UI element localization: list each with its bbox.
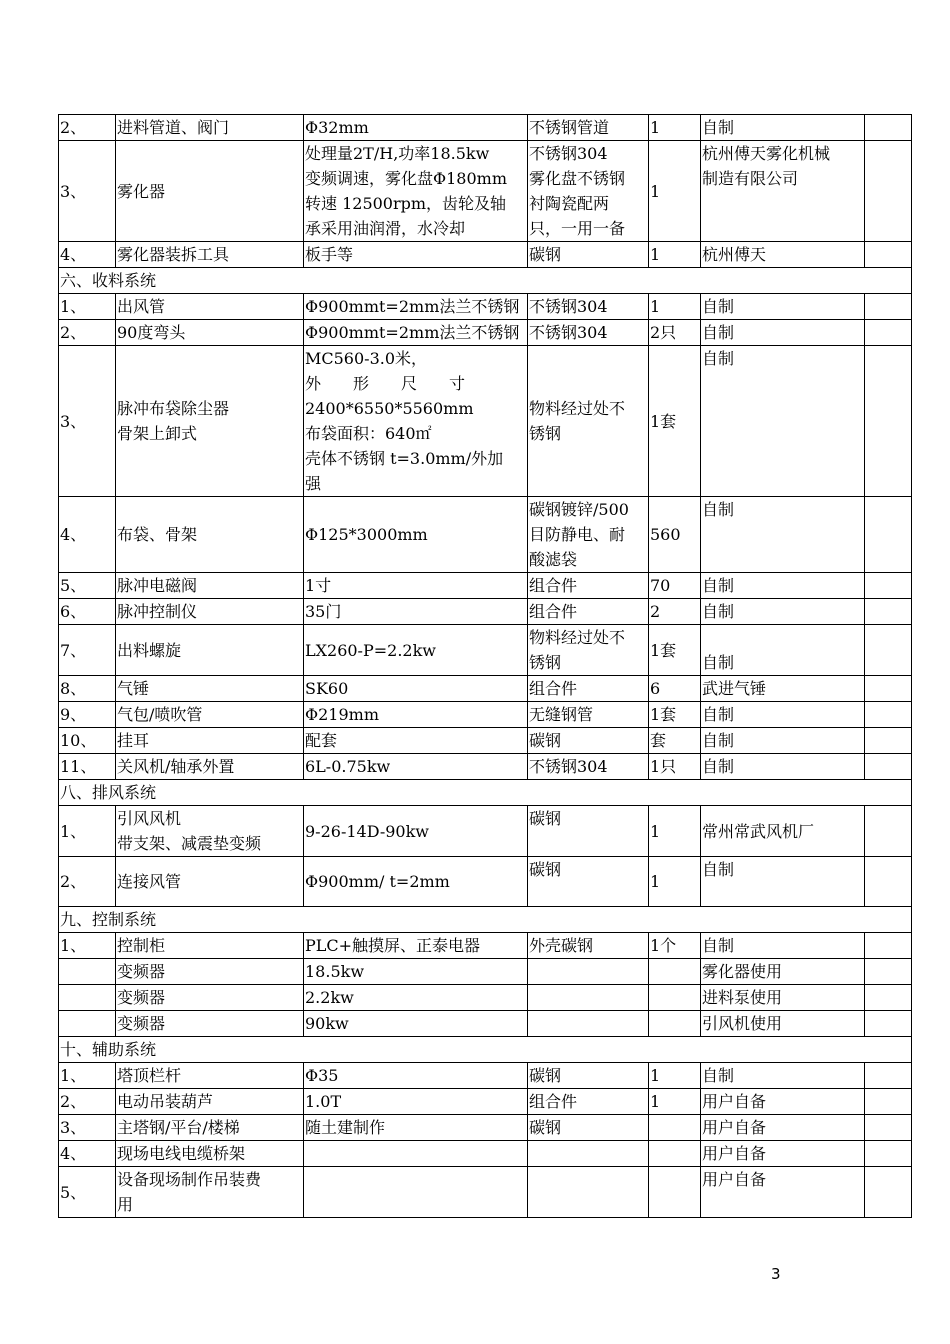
item-quantity: 1 — [649, 115, 701, 141]
table-row — [59, 1011, 912, 1037]
item-manufacturer: 自制 — [701, 320, 865, 346]
table-row — [59, 115, 912, 141]
item-remark — [865, 497, 912, 573]
item-quantity: 1 — [649, 141, 701, 242]
item-name: 塔顶栏杆 — [116, 1063, 304, 1089]
item-number — [59, 985, 116, 1011]
table-row — [59, 985, 912, 1011]
item-material: 不锈钢304 — [528, 294, 649, 320]
item-name: 雾化器 — [116, 141, 304, 242]
item-spec: Φ900mm/ t=2mm — [304, 857, 528, 907]
item-remark — [865, 1089, 912, 1115]
item-spec: PLC+触摸屏、正泰电器 — [304, 933, 528, 959]
item-remark — [865, 115, 912, 141]
item-name: 进料管道、阀门 — [116, 115, 304, 141]
item-number — [59, 959, 116, 985]
table-row — [59, 497, 912, 573]
item-spec: Φ219mm — [304, 702, 528, 728]
item-manufacturer: 自制 — [701, 573, 865, 599]
item-spec: 配套 — [304, 728, 528, 754]
table-row — [59, 1141, 912, 1167]
item-number: 5、 — [59, 1167, 116, 1218]
item-name: 挂耳 — [116, 728, 304, 754]
table-row — [59, 702, 912, 728]
item-quantity: 套 — [649, 728, 701, 754]
item-quantity — [649, 1115, 701, 1141]
item-material: 物料经过处不 锈钢 — [528, 625, 649, 676]
item-manufacturer: 自制 — [701, 933, 865, 959]
item-name: 出料螺旋 — [116, 625, 304, 676]
item-spec: Φ125*3000mm — [304, 497, 528, 573]
item-material: 组合件 — [528, 676, 649, 702]
item-number: 7、 — [59, 625, 116, 676]
item-manufacturer: 用户自备 — [701, 1141, 865, 1167]
item-spec: 随土建制作 — [304, 1115, 528, 1141]
table-row — [59, 959, 912, 985]
item-quantity: 2 — [649, 599, 701, 625]
item-spec: 6L-0.75kw — [304, 754, 528, 780]
item-material: 物料经过处不 锈钢 — [528, 346, 649, 497]
item-quantity: 1 — [649, 1063, 701, 1089]
item-number: 3、 — [59, 141, 116, 242]
equipment-spec-table — [58, 114, 912, 1218]
item-spec: LX260-P=2.2kw — [304, 625, 528, 676]
item-name: 变频器 — [116, 985, 304, 1011]
item-remark — [865, 1141, 912, 1167]
item-spec: MC560-3.0米， 外 形 尺 寸 2400*6550*5560mm 布袋面积：640㎡ 壳体不锈钢 t=3.0mm/外加 强 — [304, 346, 528, 497]
item-manufacturer: 雾化器使用 — [701, 959, 865, 985]
item-name: 引风风机 带支架、减震垫变频 — [116, 806, 304, 857]
section-header-row — [59, 907, 912, 933]
item-spec — [304, 1167, 528, 1218]
table-row — [59, 573, 912, 599]
item-name: 气锤 — [116, 676, 304, 702]
table-row — [59, 625, 912, 676]
item-spec: Φ32mm — [304, 115, 528, 141]
item-remark — [865, 346, 912, 497]
item-remark — [865, 728, 912, 754]
item-manufacturer: 自制 — [701, 115, 865, 141]
item-spec: 90kw — [304, 1011, 528, 1037]
item-spec: SK60 — [304, 676, 528, 702]
item-remark — [865, 857, 912, 907]
item-material: 组合件 — [528, 1089, 649, 1115]
table-row — [59, 806, 912, 857]
table-row — [59, 728, 912, 754]
item-name: 脉冲控制仪 — [116, 599, 304, 625]
item-manufacturer: 武进气锤 — [701, 676, 865, 702]
item-number: 1、 — [59, 933, 116, 959]
item-remark — [865, 959, 912, 985]
item-quantity: 1套 — [649, 346, 701, 497]
item-quantity — [649, 985, 701, 1011]
item-manufacturer: 自制 — [701, 1063, 865, 1089]
item-material — [528, 1011, 649, 1037]
table-row — [59, 1063, 912, 1089]
item-manufacturer: 自制 — [701, 754, 865, 780]
item-spec: 1.0T — [304, 1089, 528, 1115]
item-spec: Φ35 — [304, 1063, 528, 1089]
table-row — [59, 346, 912, 497]
item-name: 变频器 — [116, 959, 304, 985]
item-remark — [865, 242, 912, 268]
item-name: 连接风管 — [116, 857, 304, 907]
item-material: 外壳碳钢 — [528, 933, 649, 959]
item-remark — [865, 599, 912, 625]
table-row — [59, 933, 912, 959]
item-name: 脉冲电磁阀 — [116, 573, 304, 599]
item-quantity: 1套 — [649, 702, 701, 728]
item-remark — [865, 985, 912, 1011]
item-manufacturer: 自制 — [701, 599, 865, 625]
section-title: 八、排风系统 — [59, 780, 912, 806]
item-quantity: 70 — [649, 573, 701, 599]
item-material: 不锈钢304 — [528, 754, 649, 780]
item-material — [528, 1167, 649, 1218]
item-material: 碳钢 — [528, 857, 649, 907]
item-quantity: 1 — [649, 857, 701, 907]
item-quantity: 1只 — [649, 754, 701, 780]
item-spec: 1寸 — [304, 573, 528, 599]
item-manufacturer: 用户自备 — [701, 1089, 865, 1115]
item-quantity: 1个 — [649, 933, 701, 959]
item-number: 2、 — [59, 1089, 116, 1115]
table-row — [59, 599, 912, 625]
item-material: 碳钢 — [528, 1063, 649, 1089]
item-material: 无缝钢管 — [528, 702, 649, 728]
item-remark — [865, 806, 912, 857]
item-remark — [865, 573, 912, 599]
item-manufacturer: 引风机使用 — [701, 1011, 865, 1037]
item-material: 不锈钢304 — [528, 320, 649, 346]
item-quantity — [649, 1011, 701, 1037]
item-manufacturer: 自制 — [701, 625, 865, 676]
item-material: 组合件 — [528, 573, 649, 599]
item-material: 碳钢 — [528, 1115, 649, 1141]
table-row — [59, 1115, 912, 1141]
table-row — [59, 857, 912, 907]
section-header-row — [59, 268, 912, 294]
item-material: 不锈钢304 雾化盘不锈钢 衬陶瓷配两 只，一用一备 — [528, 141, 649, 242]
item-spec: Φ900mmt=2mm法兰不锈钢 — [304, 294, 528, 320]
item-name: 现场电线电缆桥架 — [116, 1141, 304, 1167]
item-remark — [865, 676, 912, 702]
item-quantity: 1套 — [649, 625, 701, 676]
item-name: 布袋、骨架 — [116, 497, 304, 573]
item-remark — [865, 320, 912, 346]
item-quantity: 1 — [649, 806, 701, 857]
section-header-row — [59, 780, 912, 806]
item-name: 控制柜 — [116, 933, 304, 959]
item-spec: Φ900mmt=2mm法兰不锈钢 — [304, 320, 528, 346]
item-manufacturer: 自制 — [701, 702, 865, 728]
item-manufacturer: 用户自备 — [701, 1115, 865, 1141]
item-number: 8、 — [59, 676, 116, 702]
item-quantity: 1 — [649, 1089, 701, 1115]
item-remark — [865, 625, 912, 676]
item-number: 11、 — [59, 754, 116, 780]
item-spec: 35门 — [304, 599, 528, 625]
item-number — [59, 1011, 116, 1037]
item-manufacturer: 自制 — [701, 346, 865, 497]
item-remark — [865, 1063, 912, 1089]
item-remark — [865, 933, 912, 959]
item-spec: 处理量2T/H,功率18.5kw 变频调速，雾化盘Φ180mm 转速 12500rpm，齿轮及轴 承采用油润滑，水冷却 — [304, 141, 528, 242]
item-number: 10、 — [59, 728, 116, 754]
item-material: 碳钢 — [528, 728, 649, 754]
item-remark — [865, 141, 912, 242]
item-material — [528, 959, 649, 985]
item-material: 碳钢 — [528, 242, 649, 268]
item-name: 设备现场制作吊装费 用 — [116, 1167, 304, 1218]
item-number: 4、 — [59, 242, 116, 268]
item-number: 2、 — [59, 857, 116, 907]
item-name: 气包/喷吹管 — [116, 702, 304, 728]
item-manufacturer: 杭州傅天 — [701, 242, 865, 268]
item-number: 2、 — [59, 320, 116, 346]
item-manufacturer: 自制 — [701, 294, 865, 320]
item-material: 组合件 — [528, 599, 649, 625]
item-number: 3、 — [59, 1115, 116, 1141]
table-row — [59, 1089, 912, 1115]
item-name: 关风机/轴承外置 — [116, 754, 304, 780]
page-number: 3 — [771, 1265, 781, 1283]
item-spec — [304, 1141, 528, 1167]
item-quantity: 6 — [649, 676, 701, 702]
item-quantity — [649, 959, 701, 985]
item-manufacturer: 用户自备 — [701, 1167, 865, 1218]
section-title: 六、收料系统 — [59, 268, 912, 294]
item-quantity: 1 — [649, 294, 701, 320]
item-material: 不锈钢管道 — [528, 115, 649, 141]
item-number: 1、 — [59, 806, 116, 857]
item-manufacturer: 自制 — [701, 728, 865, 754]
item-quantity: 1 — [649, 242, 701, 268]
item-spec: 板手等 — [304, 242, 528, 268]
item-manufacturer: 自制 — [701, 497, 865, 573]
table-row — [59, 320, 912, 346]
table-row — [59, 754, 912, 780]
item-number: 6、 — [59, 599, 116, 625]
item-spec: 2.2kw — [304, 985, 528, 1011]
item-number: 2、 — [59, 115, 116, 141]
item-remark — [865, 754, 912, 780]
section-title: 九、控制系统 — [59, 907, 912, 933]
item-quantity — [649, 1167, 701, 1218]
item-remark — [865, 1115, 912, 1141]
item-material: 碳钢 — [528, 806, 649, 857]
item-material — [528, 985, 649, 1011]
item-manufacturer: 进料泵使用 — [701, 985, 865, 1011]
item-quantity: 560 — [649, 497, 701, 573]
item-number: 4、 — [59, 1141, 116, 1167]
item-name: 脉冲布袋除尘器 骨架上卸式 — [116, 346, 304, 497]
item-number: 1、 — [59, 294, 116, 320]
table-row — [59, 1167, 912, 1218]
item-name: 雾化器装拆工具 — [116, 242, 304, 268]
item-number: 1、 — [59, 1063, 116, 1089]
item-number: 5、 — [59, 573, 116, 599]
item-quantity: 2只 — [649, 320, 701, 346]
item-name: 90度弯头 — [116, 320, 304, 346]
section-title: 十、辅助系统 — [59, 1037, 912, 1063]
item-material — [528, 1141, 649, 1167]
item-manufacturer: 杭州傅天雾化机械 制造有限公司 — [701, 141, 865, 242]
item-name: 变频器 — [116, 1011, 304, 1037]
section-header-row — [59, 1037, 912, 1063]
item-name: 电动吊装葫芦 — [116, 1089, 304, 1115]
item-spec: 18.5kw — [304, 959, 528, 985]
item-number: 9、 — [59, 702, 116, 728]
item-manufacturer: 常州常武风机厂 — [701, 806, 865, 857]
item-remark — [865, 1011, 912, 1037]
table-row — [59, 676, 912, 702]
item-number: 4、 — [59, 497, 116, 573]
table-row — [59, 242, 912, 268]
item-remark — [865, 702, 912, 728]
table-row — [59, 141, 912, 242]
item-name: 出风管 — [116, 294, 304, 320]
item-name: 主塔钢/平台/楼梯 — [116, 1115, 304, 1141]
table-row — [59, 294, 912, 320]
item-material: 碳钢镀锌/500 目防静电、耐 酸滤袋 — [528, 497, 649, 573]
item-remark — [865, 1167, 912, 1218]
item-manufacturer: 自制 — [701, 857, 865, 907]
item-remark — [865, 294, 912, 320]
item-spec: 9-26-14D-90kw — [304, 806, 528, 857]
item-number: 3、 — [59, 346, 116, 497]
item-quantity — [649, 1141, 701, 1167]
